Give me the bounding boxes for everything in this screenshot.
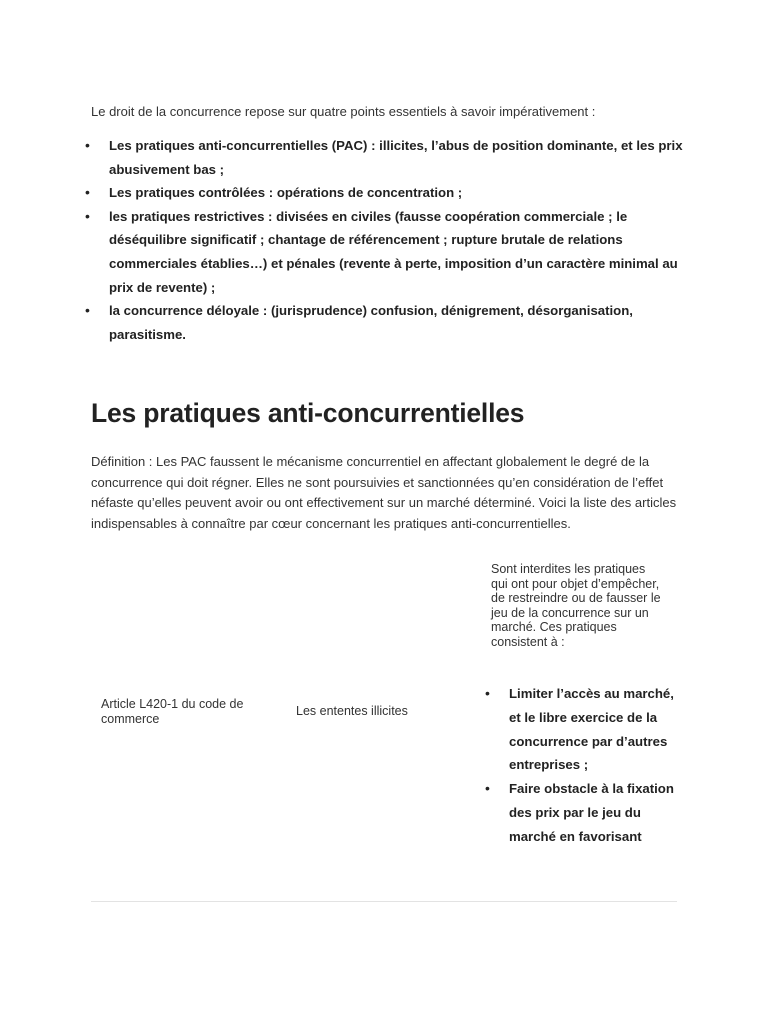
list-item: • la concurrence déloyale : (jurisprudence) confusion, dénigrement, désorganisation, parasitisme. <box>109 299 684 346</box>
table-type-cell: Les ententes illicites <box>296 704 408 718</box>
definition-paragraph: Définition : Les PAC faussent le mécanisme concurrentiel en affectant globalement le degré de la concurrence qui doit régner. Elles ne sont poursuivies et sanctionnées qu’en considération de l’effet néfaste qu’elles peuvent avoir ou ont effectivement sur un marché déterminé. Voici la liste des articles indispensables à connaître par cœur concernant les pratiques anti-concurrentielles. <box>91 454 677 531</box>
section-heading: Les pratiques anti-concurrentielles <box>91 398 525 428</box>
list-item: • Faire obstacle à la fixation des prix par le jeu du marché en favorisant <box>509 777 674 848</box>
list-item: • les pratiques restrictives : divisées en civiles (fausse coopération commerciale ; le déséquilibre significatif ; chantage de référencement ; rupture brutale de relations commerciales établies…) et pénales (revente à perte, imposition d’un caractère minimal au prix de revente) ; <box>109 205 684 299</box>
table-intro-cell: Sont interdites les pratiques qui ont pour objet d’empêcher, de restreindre ou de fausser le jeu de la concurrence sur un marché. Ces pratiques consistent à : <box>491 562 661 649</box>
essential-points-list <box>109 134 684 346</box>
list-item: • Les pratiques contrôlées : opérations de concentration ; <box>109 181 684 205</box>
list-item: • Limiter l’accès au marché, et le libre exercice de la concurrence par d’autres entreprises ; <box>509 682 674 777</box>
intro-text: Le droit de la concurrence repose sur quatre points essentiels à savoir impérativement : <box>91 104 596 119</box>
table-practices-list <box>509 682 674 849</box>
list-item: • Les pratiques anti-concurrentielles (PAC) : illicites, l’abus de position dominante, et les prix abusivement bas ; <box>109 134 684 181</box>
table-article-cell: Article L420-1 du code de commerce <box>101 697 244 726</box>
articles-table <box>91 555 677 902</box>
